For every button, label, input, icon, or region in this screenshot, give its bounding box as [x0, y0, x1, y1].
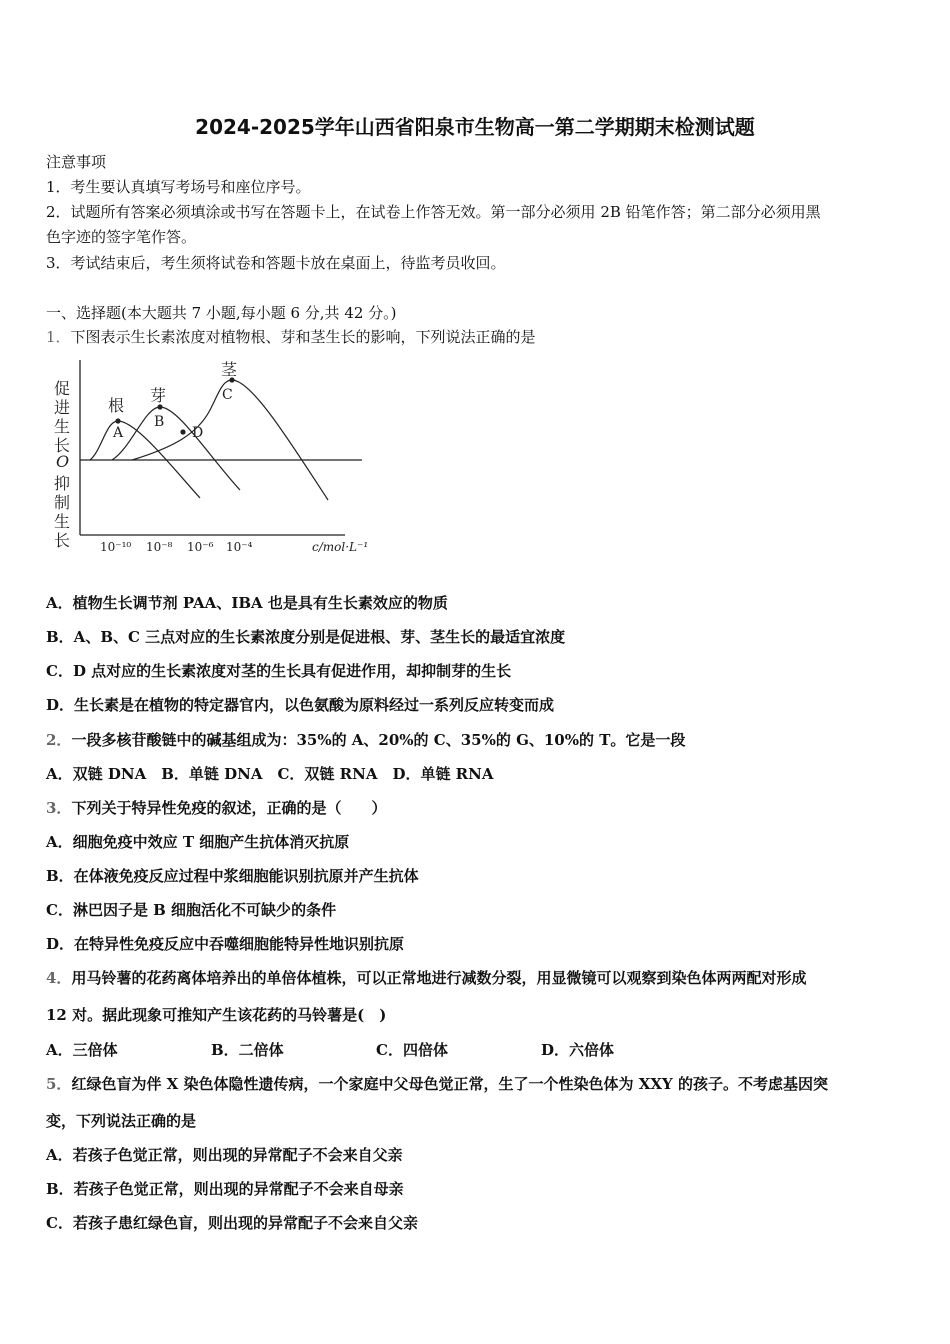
q2-number: 2． [46, 731, 72, 749]
point-b [157, 404, 162, 409]
ylabel-promote-2: 进 [54, 398, 71, 417]
q4-option-a: A．三倍体 [46, 1041, 118, 1059]
q5-option-a: A．若孩子色觉正常，则出现的异常配子不会来自父亲 [46, 1146, 403, 1164]
ylabel-promote-3: 生 [54, 417, 71, 436]
bud-label: 芽 [150, 386, 167, 405]
ylabel-promote-1: 促 [54, 379, 71, 398]
notice-item-1: 1．考生要认真填写考场号和座位序号。 [46, 178, 311, 196]
notice-item-3: 3．考试结束后，考生须将试卷和答题卡放在桌面上，待监考员收回。 [46, 254, 506, 272]
q3-stem: 下列关于特异性免疫的叙述，正确的是（ ） [71, 799, 387, 817]
q5-option-b: B．若孩子色觉正常，则出现的异常配子不会来自母亲 [46, 1180, 404, 1198]
q4-stem-line-1 [46, 968, 806, 988]
q3-stem-line [46, 798, 386, 818]
q4-stem-2: 12 对。据此现象可推知产生该花药的马铃薯是( ) [46, 1006, 387, 1024]
figure-axes [80, 360, 362, 535]
notice-item-2-cont: 色字迹的签字笔作答。 [46, 228, 197, 246]
xtick-1: 10⁻¹⁰ [100, 540, 132, 554]
point-b-label: B [154, 414, 165, 430]
q1-option-c: C．D 点对应的生长素浓度对茎的生长具有促进作用，却抑制芽的生长 [46, 662, 512, 680]
q4-option-d: D．六倍体 [541, 1041, 615, 1059]
xtick-3: 10⁻⁶ [187, 540, 214, 554]
q2-stem: 一段多核苷酸链中的碱基组成为：35%的 A、20%的 C、35%的 G、10%的 T。它是一段 [71, 731, 686, 749]
q2-options: A．双链 DNA B．单链 DNA C．双链 RNA D．单链 RNA [46, 765, 494, 783]
q1-option-d: D．生长素是在植物的特定器官内，以色氨酸为原料经过一系列反应转变而成 [46, 696, 555, 714]
xtick-4: 10⁻⁴ [226, 540, 253, 554]
q1-option-a: A．植物生长调节剂 PAA、IBA 也是具有生长素效应的物质 [46, 594, 448, 612]
q5-stem-line-1 [46, 1074, 828, 1094]
q4-option-c: C．四倍体 [376, 1041, 448, 1059]
ylabel-inhibit-1: 抑 [54, 474, 71, 493]
q1-stem: 下图表示生长素浓度对植物根、芽和茎生长的影响，下列说法正确的是 [70, 328, 536, 346]
exam-title: 2024-2025学年山西省阳泉市生物高一第二学期期末检测试题 [195, 115, 755, 139]
ylabel-inhibit-4: 长 [54, 531, 71, 550]
origin-label: O [56, 452, 70, 471]
xaxis-label: c/mol·L⁻¹ [312, 540, 369, 554]
q1-stem-line [46, 327, 536, 347]
q3-option-d: D．在特异性免疫反应中吞噬细胞能特异性地识别抗原 [46, 935, 405, 953]
q5-stem-2: 变，下列说法正确的是 [46, 1112, 197, 1130]
point-d [180, 429, 185, 434]
point-a-label: A [113, 425, 124, 441]
root-label: 根 [108, 396, 125, 415]
q5-number: 5． [46, 1075, 72, 1093]
q1-option-b: B．A、B、C 三点对应的生长素浓度分别是促进根、芽、茎生长的最适宜浓度 [46, 628, 566, 646]
q1-number: 1． [46, 328, 71, 346]
ylabel-inhibit-2: 制 [54, 493, 71, 512]
notice-item-2: 2．试题所有答案必须填涂或书写在答题卡上，在试卷上作答无效。第一部分必须用 2B 铅笔作答；第二部分必须用黑 [46, 203, 821, 221]
notice-heading: 注意事项 [46, 153, 107, 171]
auxin-concentration-figure [40, 355, 410, 565]
point-d-label: D [192, 425, 204, 441]
q3-option-b: B．在体液免疫反应过程中浆细胞能识别抗原并产生抗体 [46, 867, 419, 885]
curve-points [115, 377, 234, 434]
point-c-label: C [222, 387, 233, 403]
response-curves [90, 380, 328, 500]
q4-number: 4． [46, 969, 72, 987]
q4-option-b: B．二倍体 [211, 1041, 284, 1059]
point-a [115, 418, 120, 423]
q3-number: 3． [46, 799, 72, 817]
q4-stem-1: 用马铃薯的花药离体培养出的单倍体植株，可以正常地进行减数分裂，用显微镜可以观察到染色体两两配对形成 [71, 969, 807, 987]
ylabel-inhibit-3: 生 [54, 512, 71, 531]
stem-label: 茎 [221, 360, 238, 379]
bud-curve [112, 407, 240, 490]
q3-option-a: A．细胞免疫中效应 T 细胞产生抗体消灭抗原 [46, 833, 350, 851]
q5-option-c: C．若孩子患红绿色盲，则出现的异常配子不会来自父亲 [46, 1214, 418, 1232]
xtick-2: 10⁻⁸ [146, 540, 173, 554]
q3-option-c: C．淋巴因子是 B 细胞活化不可缺少的条件 [46, 901, 337, 919]
q2-stem-line [46, 730, 685, 750]
section-heading: 一、选择题(本大题共 7 小题,每小题 6 分,共 42 分。) [46, 304, 397, 322]
q5-stem-1: 红绿色盲为伴 X 染色体隐性遗传病，一个家庭中父母色觉正常，生了一个性染色体为 XXY 的孩子。不考虑基因突 [71, 1075, 828, 1093]
ylabel-promote-4: 长 [54, 436, 71, 455]
